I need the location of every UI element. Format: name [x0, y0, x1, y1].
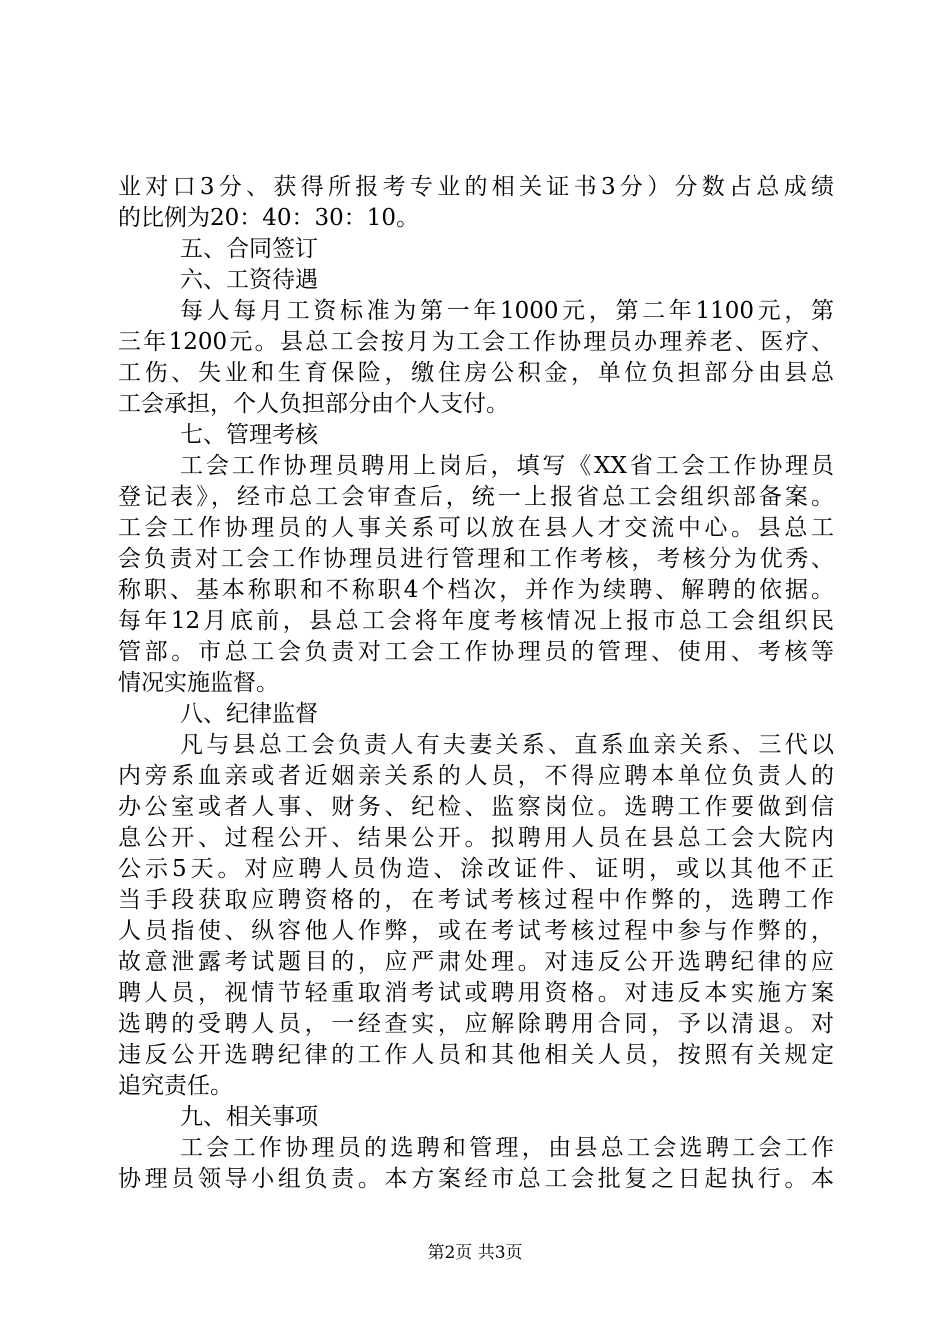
text-line: 聘人员，视情节轻重取消考试或聘用资格。对违反本实施方案	[118, 980, 834, 1006]
text-line: 故意泄露考试题目的，应严肃处理。对违反公开选聘纪律的应	[118, 949, 834, 975]
text-line: 公示5天。对应聘人员伪造、涂改证件、证明，或以其他不正	[118, 856, 834, 882]
document-body	[118, 172, 834, 1195]
text-line: 情况实施监督。	[118, 670, 279, 696]
text-line: 登记表》，经市总工会审查后，统一上报省总工会组织部备案。	[118, 484, 834, 510]
section-heading: 七、管理考核	[180, 422, 318, 448]
text-line: 的比例为20：40：30：10。	[118, 205, 420, 231]
text-line: 内旁系血亲或者近姻亲关系的人员，不得应聘本单位负责人的	[118, 763, 834, 789]
text-line: 工会工作协理员的选聘和管理，由县总工会选聘工会工作	[180, 1135, 834, 1161]
text-line: 每人每月工资标准为第一年1000元，第二年1100元，第	[180, 298, 834, 324]
section-heading: 八、纪律监督	[180, 701, 318, 727]
text-line: 会负责对工会工作协理员进行管理和工作考核，考核分为优秀、	[118, 546, 834, 572]
text-line: 管部。市总工会负责对工会工作协理员的管理、使用、考核等	[118, 639, 834, 665]
text-line: 称职、基本称职和不称职4个档次，并作为续聘、解聘的依据。	[118, 577, 834, 603]
text-line: 三年1200元。县总工会按月为工会工作协理员办理养老、医疗、	[118, 329, 834, 355]
text-line: 追究责任。	[118, 1073, 233, 1099]
text-line: 当手段获取应聘资格的，在考试考核过程中作弊的，选聘工作	[118, 887, 834, 913]
text-line: 凡与县总工会负责人有夫妻关系、直系血亲关系、三代以	[180, 732, 834, 758]
section-heading: 九、相关事项	[180, 1104, 318, 1130]
section-heading: 五、合同签订	[180, 236, 318, 262]
text-line: 违反公开选聘纪律的工作人员和其他相关人员，按照有关规定	[118, 1042, 834, 1068]
text-line: 协理员领导小组负责。本方案经市总工会批复之日起执行。本	[118, 1166, 834, 1192]
text-line: 每年12月底前，县总工会将年度考核情况上报市总工会组织民	[118, 608, 834, 634]
text-line: 工会承担，个人负担部分由个人支付。	[118, 391, 509, 417]
text-line: 办公室或者人事、财务、纪检、监察岗位。选聘工作要做到信	[118, 794, 834, 820]
text-line: 息公开、过程公开、结果公开。拟聘用人员在县总工会大院内	[118, 825, 834, 851]
text-line: 选聘的受聘人员，一经查实，应解除聘用合同，予以清退。对	[118, 1011, 834, 1037]
text-line: 工会工作协理员聘用上岗后，填写《XX省工会工作协理员	[180, 453, 834, 479]
text-line: 人员指使、纵容他人作弊，或在考试考核过程中参与作弊的，	[118, 918, 834, 944]
text-line: 工伤、失业和生育保险，缴住房公积金，单位负担部分由县总	[118, 360, 834, 386]
section-heading: 六、工资待遇	[180, 267, 318, 293]
text-line: 业对口3分、获得所报考专业的相关证书3分）分数占总成绩	[118, 174, 834, 200]
text-line: 工会工作协理员的人事关系可以放在县人才交流中心。县总工	[118, 515, 834, 541]
page-footer: 第2页 共3页	[427, 1243, 523, 1263]
